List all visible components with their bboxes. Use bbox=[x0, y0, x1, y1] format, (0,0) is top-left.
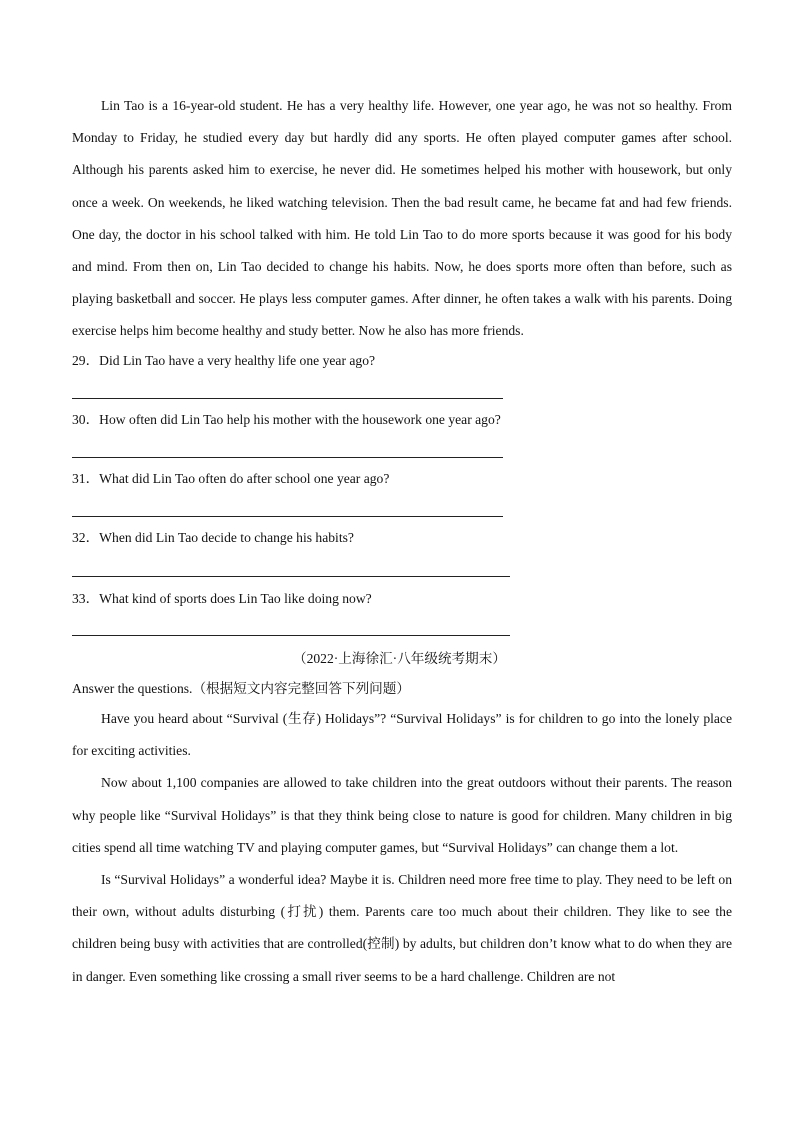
question-29: 29．Did Lin Tao have a very healthy life one year ago? bbox=[72, 353, 376, 368]
answer-line-30[interactable] bbox=[72, 457, 503, 458]
question-32: 32．When did Lin Tao decide to change his habits? bbox=[72, 530, 354, 545]
source-citation: （2022·上海徐汇·八年级统考期末） bbox=[293, 651, 506, 666]
passage-paragraph: Now about 1,100 companies are allowed to take children into the great outdoors without their parents. The reason why people like “Survival Holidays” is that they think being close to nature is good for children. Many children in big cities spend all time watching TV and playing computer games, but “Survival Holidays” can change them a lot. bbox=[72, 775, 732, 855]
section-instruction: Answer the questions.（根据短文内容完整回答下列问题） bbox=[72, 681, 410, 696]
passage-paragraph: Lin Tao is a 16-year-old student. He has a very healthy life. However, one year ago, he was not so healthy. From Monday to Friday, he studied every day but hardly did any sports. He often played computer games after school. Although his parents asked him to exercise, he never did. He sometimes helped his mother with housework, but only once a week. On weekends, he liked watching television. Then the bad result came, he became fat and had few friends. One day, the doctor in his school talked with him. He told Lin Tao to do more sports because it was good for his body and mind. From then on, Lin Tao decided to change his habits. Now, he does sports more often than before, such as playing basketball and soccer. He plays less computer games. After dinner, he often takes a walk with his parents. Doing exercise helps him become healthy and study better. Now he also has more friends. bbox=[72, 98, 732, 339]
question-31: 31．What did Lin Tao often do after school one year ago? bbox=[72, 471, 390, 486]
passage-paragraph: Is “Survival Holidays” a wonderful idea? Maybe it is. Children need more free time to play. They need to be left on their own, without adults disturbing (打扰) them. Parents care too much about their children. They like to see the children being busy with activities that are controlled(控制) by adults, but children don’t know what to do when they are in danger. Even something like crossing a small river seems to be a hard challenge. Children are not bbox=[72, 872, 732, 984]
answer-line-33[interactable] bbox=[72, 635, 510, 636]
answer-line-31[interactable] bbox=[72, 516, 503, 517]
reading-passage-lin-tao bbox=[72, 90, 732, 348]
reading-passage-survival-holidays bbox=[72, 703, 732, 993]
passage-paragraph: Have you heard about “Survival (生存) Holidays”? “Survival Holidays” is for children to go into the lonely place for exciting activities. bbox=[72, 711, 732, 759]
answer-line-32[interactable] bbox=[72, 576, 510, 577]
question-33: 33．What kind of sports does Lin Tao like doing now? bbox=[72, 591, 372, 606]
answer-line-29[interactable] bbox=[72, 398, 503, 399]
question-30: 30．How often did Lin Tao help his mother with the housework one year ago? bbox=[72, 412, 501, 427]
